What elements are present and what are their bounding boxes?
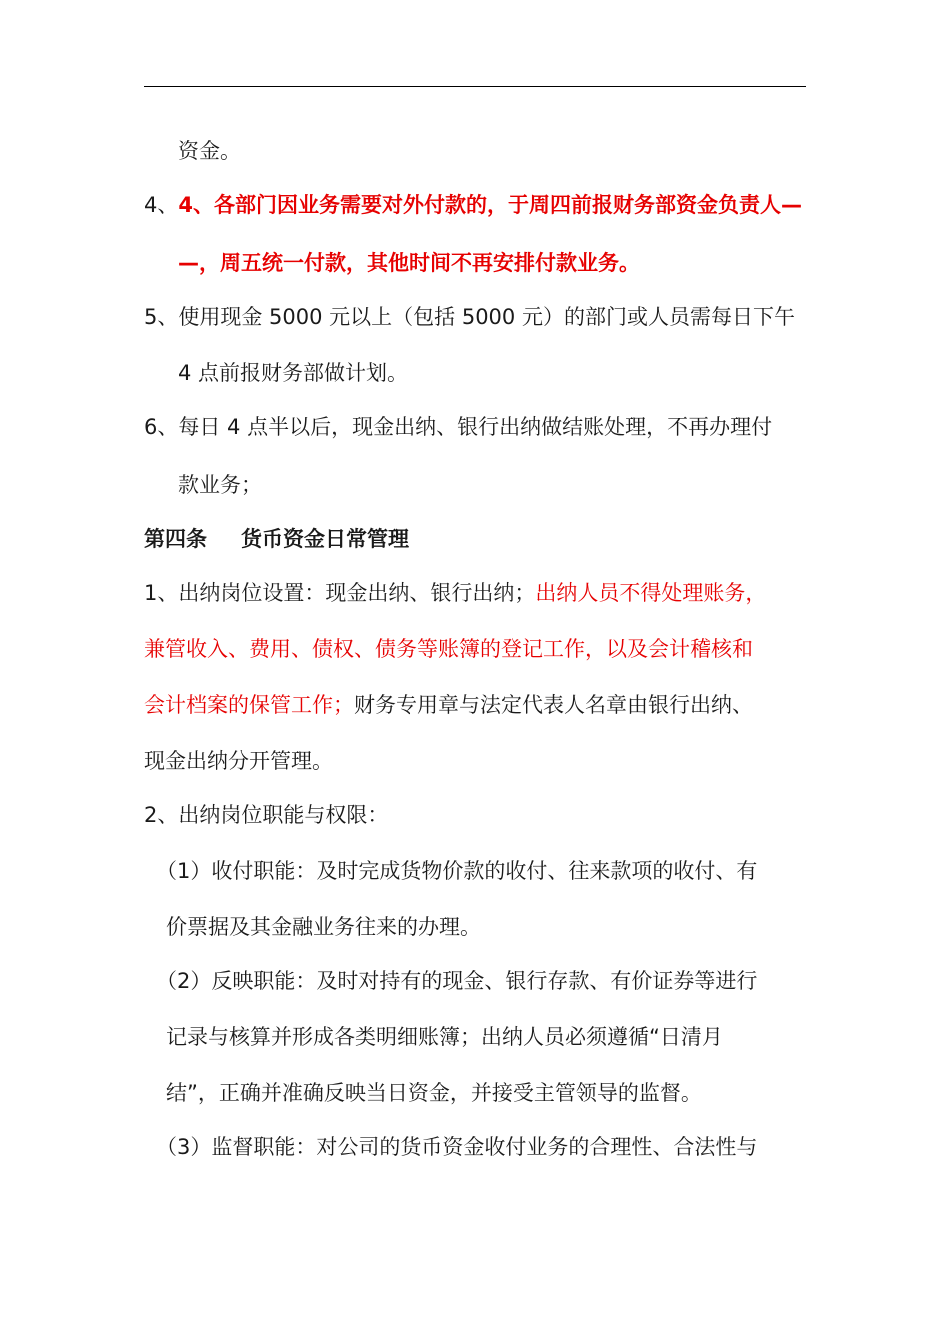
paragraph-line: 兼管收入、费用、债权、债务等账簿的登记工作，以及会计稽核和 xyxy=(144,637,753,661)
paragraph-line: 现金出纳分开管理。 xyxy=(144,749,333,773)
paragraph-line: 2、出纳岗位职能与权限： xyxy=(144,803,389,827)
header-rule xyxy=(144,86,806,87)
paragraph-line xyxy=(144,578,766,608)
red-text: 会计档案的保管工作； xyxy=(144,693,354,717)
section-heading xyxy=(144,524,409,554)
paragraph-line: 结”，正确并准确反映当日资金，并接受主管领导的监督。 xyxy=(166,1081,702,1105)
item-5-line-2: 4 点前报财务部做计划。 xyxy=(178,361,409,385)
red-text: 出纳人员不得处理账务， xyxy=(535,581,767,605)
paragraph-line: （1）收付职能：及时完成货物价款的收付、往来款项的收付、有 xyxy=(156,859,758,883)
text-line: 资金。 xyxy=(178,139,241,163)
paragraph-line: （3）监督职能：对公司的货币资金收付业务的合理性、合法性与 xyxy=(156,1135,758,1159)
item-number: 4、 xyxy=(144,193,179,217)
item-4-line-1 xyxy=(144,190,802,220)
paragraph-line: 价票据及其金融业务往来的办理。 xyxy=(166,915,481,939)
item-6-line-2: 款业务； xyxy=(178,473,262,497)
black-text: 财务专用章与法定代表人名章由银行出纳、 xyxy=(354,693,753,717)
item-4-red-text: 4、各部门因业务需要对外付款的，于周四前报财务部资金负责人— xyxy=(178,193,802,217)
item-4-line-2: —，周五统一付款，其他时间不再安排付款业务。 xyxy=(178,251,640,275)
paragraph-line xyxy=(144,690,753,720)
item-6-line-1: 6、每日 4 点半以后，现金出纳、银行出纳做结账处理，不再办理付 xyxy=(144,415,773,439)
black-text: 1、出纳岗位设置：现金出纳、银行出纳； xyxy=(144,581,536,605)
section-number: 第四条 xyxy=(144,527,207,551)
paragraph-line: 记录与核算并形成各类明细账簿；出纳人员必须遵循“日清月 xyxy=(166,1025,723,1049)
paragraph-line: （2）反映职能：及时对持有的现金、银行存款、有价证券等进行 xyxy=(156,969,758,993)
section-title: 货币资金日常管理 xyxy=(241,527,409,551)
item-5-line-1: 5、使用现金 5000 元以上（包括 5000 元）的部门或人员需每日下午 xyxy=(144,305,795,329)
